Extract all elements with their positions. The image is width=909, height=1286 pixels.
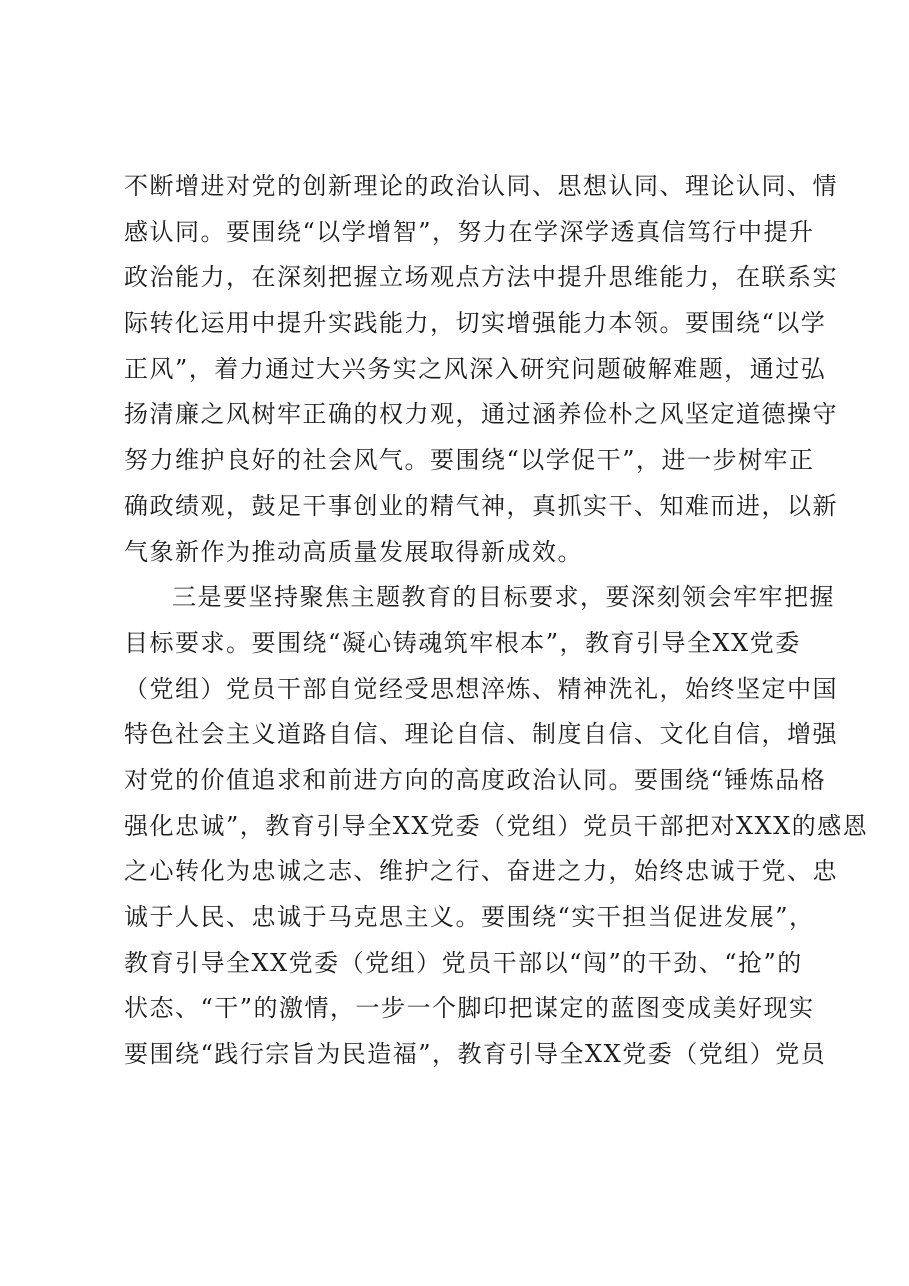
- paragraph-2-line-10: 状态、“干”的激情，一步一个脚印把谋定的蓝图变成美好现实: [124, 994, 815, 1023]
- paragraph-1-line-8: 确政绩观，鼓足干事创业的精气神，真抓实干、知难而进，以新: [124, 491, 838, 520]
- paragraph-2-line-6: 强化忠诚”，教育引导全XX党委（党组）党员干部把对XXX的感恩: [124, 811, 869, 840]
- paragraph-2-line-9: 教育引导全XX党委（党组）党员干部以“闯”的干劲、“抢”的: [124, 948, 803, 977]
- paragraph-1-line-6: 扬清廉之风树牢正确的权力观，通过涵养俭朴之风坚定道德操守: [124, 400, 838, 429]
- paragraph-1-line-9: 气象新作为推动高质量发展取得新成效。: [124, 537, 583, 566]
- paragraph-2-line-11: 要围绕“践行宗旨为民造福”，教育引导全XX党委（党组）党员: [124, 1040, 827, 1069]
- paragraph-1-line-1: 不断增进对党的创新理论的政治认同、思想认同、理论认同、情: [124, 172, 838, 200]
- paragraph-2-line-5: 对党的价值追求和前进方向的高度政治认同。要围绕“锤炼品格: [124, 765, 827, 794]
- paragraph-1-line-5: 正风”，着力通过大兴务实之风深入研究问题破解难题，通过弘: [124, 354, 827, 383]
- paragraph-2-line-7: 之心转化为忠诚之志、维护之行、奋进之力，始终忠诚于党、忠: [124, 857, 838, 886]
- paragraph-2-line-1: 三是要坚持聚焦主题教育的目标要求，要深刻领会牢牢把握: [172, 583, 835, 612]
- paragraph-2-line-4: 特色社会主义道路自信、理论自信、制度自信、文化自信，增强: [124, 720, 838, 749]
- paragraph-2-line-3: （党组）党员干部自觉经受思想淬炼、精神洗礼，始终坚定中国: [124, 674, 838, 703]
- paragraph-1-line-2: 感认同。要围绕“以学增智”，努力在学深学透真信笃行中提升: [124, 217, 815, 246]
- paragraph-1-line-4: 际转化运用中提升实践能力，切实增强能力本领。要围绕“以学: [124, 309, 827, 338]
- paragraph-1-line-7: 努力维护良好的社会风气。要围绕“以学促干”，进一步树牢正: [124, 446, 815, 475]
- paragraph-2-line-8: 诚于人民、忠诚于马克思主义。要围绕“实干担当促进发展”，: [124, 903, 815, 931]
- paragraph-1-line-3: 政治能力，在深刻把握立场观点方法中提升思维能力，在联系实: [124, 263, 838, 292]
- paragraph-2-line-2: 目标要求。要围绕“凝心铸魂筑牢根本”，教育引导全XX党委: [124, 628, 801, 657]
- document-body: [124, 164, 869, 1078]
